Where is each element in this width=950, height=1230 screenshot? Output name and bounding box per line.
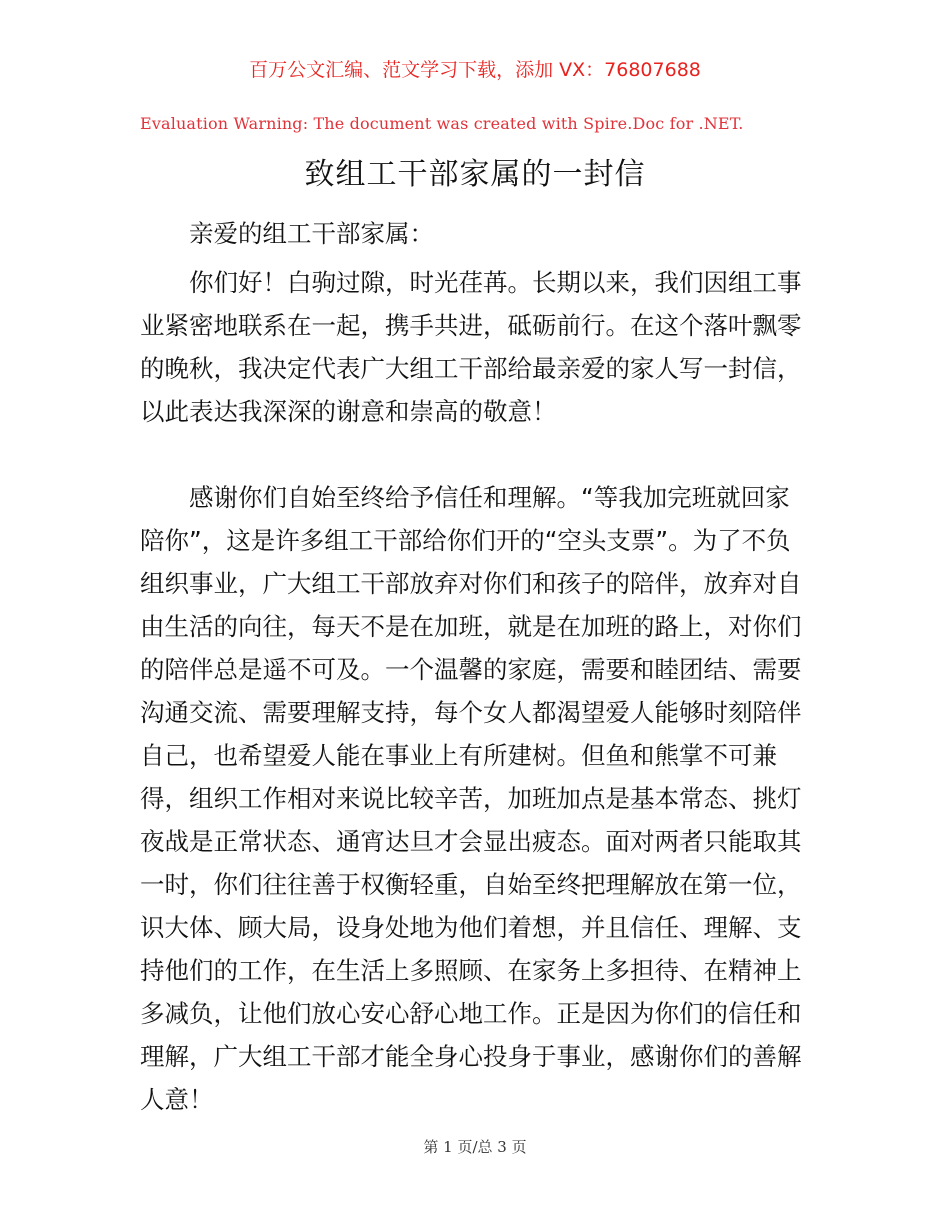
page-indicator: 第 1 页/总 3 页 <box>423 1138 527 1156</box>
paragraph-line: 以此表达我深深的谢意和崇高的敬意！ <box>140 397 557 426</box>
paragraph-line: 得，组织工作相对来说比较辛苦，加班加点是基本常态、挑灯 <box>140 784 802 813</box>
evaluation-warning: Evaluation Warning: The document was created with Spire.Doc for .NET. <box>140 114 744 133</box>
paragraph-line: 夜战是正常状态、通宵达旦才会显出疲态。面对两者只能取其 <box>140 827 802 856</box>
paragraph-line: 人意！ <box>140 1085 214 1114</box>
paragraph-line: 自己，也希望爱人能在事业上有所建树。但鱼和熊掌不可兼 <box>140 741 777 770</box>
paragraph-line: 组织事业，广大组工干部放弃对你们和孩子的陪伴，放弃对自 <box>140 569 802 598</box>
paragraph-line: 感谢你们自始至终给予信任和理解。“等我加完班就回家 <box>189 483 790 512</box>
paragraph-line: 理解，广大组工干部才能全身心投身于事业，感谢你们的善解 <box>140 1042 802 1071</box>
document-title: 致组工干部家属的一封信 <box>304 157 646 192</box>
paragraph-1 <box>140 261 820 433</box>
paragraph-line: 陪你”，这是许多组工干部给你们开的“空头支票”。为了不负 <box>140 526 791 555</box>
paragraph-line: 你们好！白驹过隙，时光荏苒。长期以来，我们因组工事 <box>189 268 802 297</box>
paragraph-line: 业紧密地联系在一起，携手共进，砥砺前行。在这个落叶飘零 <box>140 311 802 340</box>
paragraph-2 <box>140 476 820 1121</box>
paragraph-line: 一时，你们往往善于权衡轻重，自始至终把理解放在第一位， <box>140 870 802 899</box>
paragraph-line: 沟通交流、需要理解支持，每个女人都渴望爱人能够时刻陪伴 <box>140 698 802 727</box>
header-ad-banner: 百万公文汇编、范文学习下载，添加 VX：76807688 <box>249 59 701 81</box>
paragraph-line: 多减负，让他们放心安心舒心地工作。正是因为你们的信任和 <box>140 999 802 1028</box>
paragraph-line: 由生活的向往，每天不是在加班，就是在加班的路上，对你们 <box>140 612 802 641</box>
paragraph-line: 持他们的工作，在生活上多照顾、在家务上多担待、在精神上 <box>140 956 802 985</box>
salutation: 亲爱的组工干部家属： <box>189 219 434 248</box>
paragraph-line: 识大体、顾大局，设身处地为他们着想，并且信任、理解、支 <box>140 913 802 942</box>
paragraph-line: 的晚秋，我决定代表广大组工干部给最亲爱的家人写一封信， <box>140 354 802 383</box>
paragraph-line: 的陪伴总是遥不可及。一个温馨的家庭，需要和睦团结、需要 <box>140 655 802 684</box>
